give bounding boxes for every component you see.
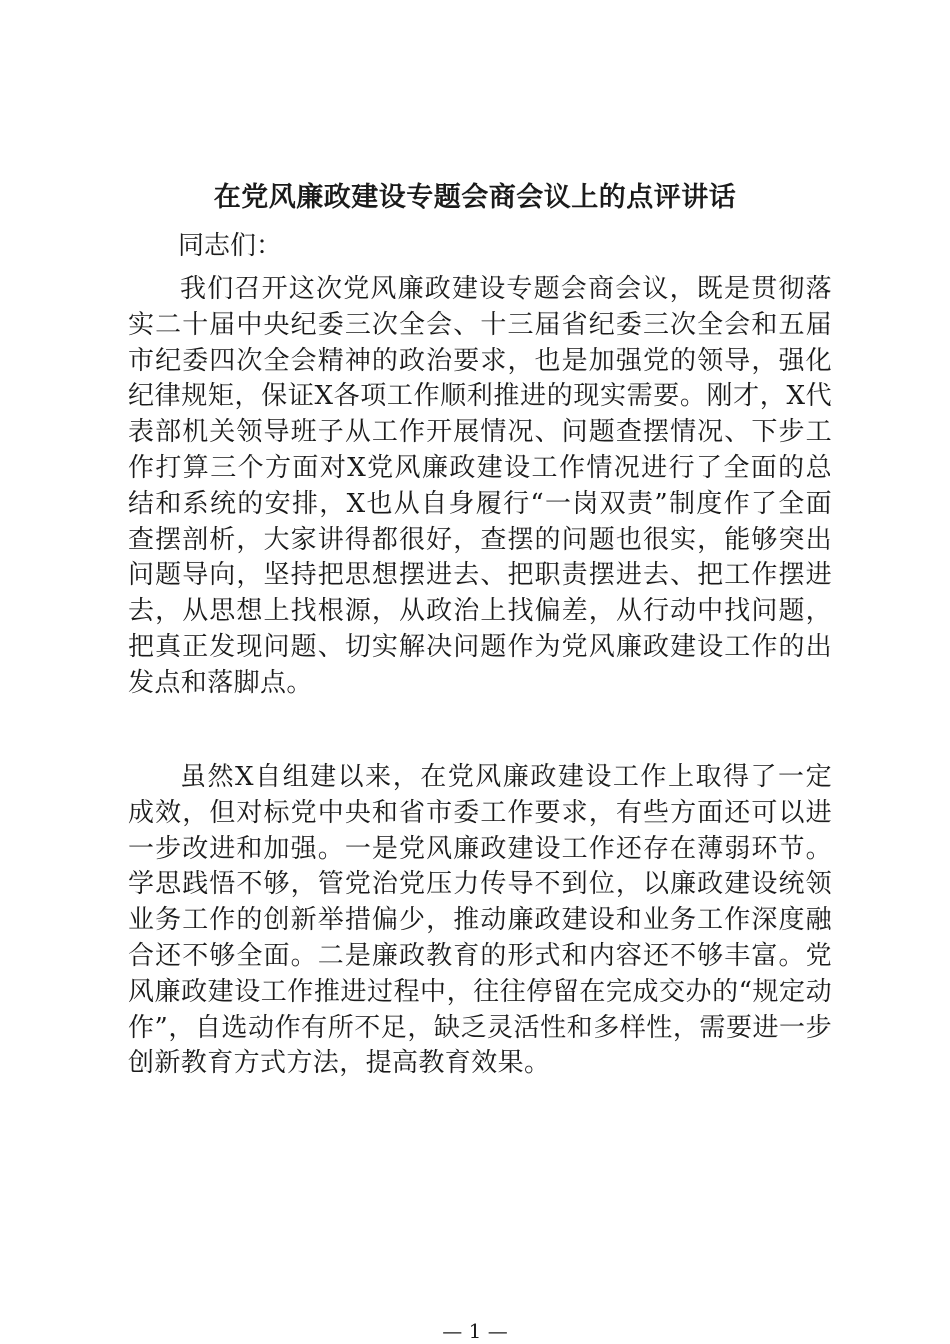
document-title: 在党风廉政建设专题会商会议上的点评讲话 bbox=[213, 182, 737, 213]
page-number: — 1 — bbox=[442, 1319, 508, 1343]
paragraph-1: 我们召开这次党风廉政建设专题会商会议，既是贯彻落实二十届中央纪委三次全会、十三届省纪委三次全会和五届市纪委四次全会精神的政治要求，也是加强党的领导，强化纪律规矩，保证X各项工作顺利推进的现实需要。刚才，X代表部机关领导班子从工作开展情况、问题查摆情况、下步工作打算三个方面对X党风廉政建设工作情况进行了全面的总结和系统的安排，X也从自身履行“一岗双责”制度作了全面查摆剖析，大家讲得都很好，查摆的问题也很实，能够突出问题导向，坚持把思想摆进去、把职责摆进去、把工作摆进去，从思想上找根源，从政治上找偏差，从行动中找问题，把真正发现问题、切实解决问题作为党风廉政建设工作的出发点和落脚点。 bbox=[128, 274, 832, 698]
salutation: 同志们： bbox=[178, 231, 283, 261]
paragraph-2: 虽然X自组建以来，在党风廉政建设工作上取得了一定成效，但对标党中央和省市委工作要求，有些方面还可以进一步改进和加强。一是党风廉政建设工作还存在薄弱环节。学思践悟不够，管党治党压力传导不到位，以廉政建设统领业务工作的创新举措偏少，推动廉政建设和业务工作深度融合还不够全面。二是廉政教育的形式和内容还不够丰富。党风廉政建设工作推进过程中，往往停留在完成交办的“规定动作”，自选动作有所不足，缺乏灵活性和多样性，需要进一步创新教育方式方法，提高教育效果。 bbox=[128, 762, 832, 1079]
